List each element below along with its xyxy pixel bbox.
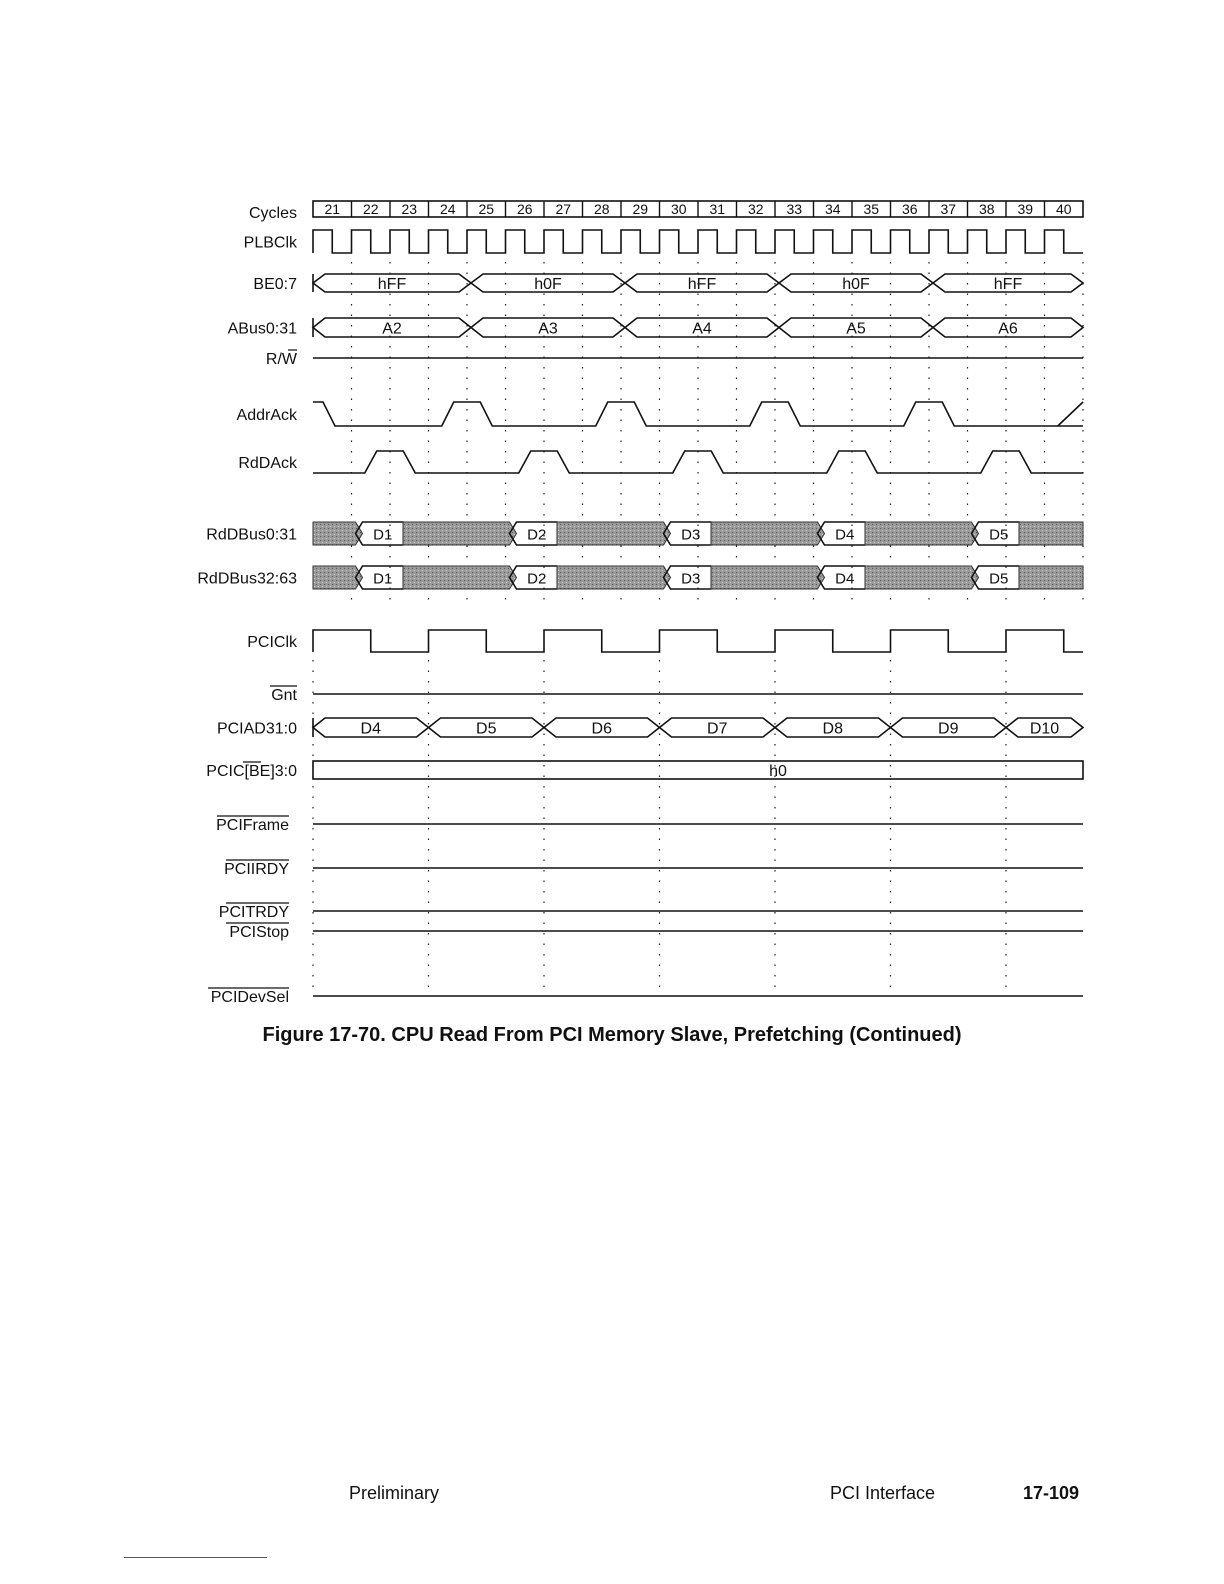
bus-value-pciad: D10 (1029, 720, 1060, 738)
cycle-number: 26 (516, 201, 533, 217)
bus-value-abus: A2 (382, 320, 402, 338)
signal-label-rddack: RdDAck (238, 455, 297, 472)
bus-value-rddbus0: D1 (373, 526, 393, 544)
bus-value-rddbus32: D5 (989, 570, 1009, 588)
signal-label-pciirdy: PCIIRDY (224, 861, 289, 878)
bus-value-rddbus0: D4 (835, 526, 855, 544)
bus-value-abus: A5 (846, 320, 866, 338)
signal-label-rddbus0: RdDBus0:31 (206, 526, 297, 544)
bus-value-rddbus0: D5 (989, 526, 1009, 544)
signal-label-pcistop: PCIStop (229, 924, 289, 941)
cycle-number: 37 (940, 201, 957, 217)
bus-value-rddbus32: D4 (835, 570, 855, 588)
bus-value-pciad: D9 (938, 720, 959, 738)
cycle-number: 22 (362, 201, 379, 217)
shaded-rddbus0 (865, 522, 979, 545)
signal-label-pciframe: PCIFrame (216, 817, 289, 834)
footer-section: PCI Interface (830, 1483, 936, 1503)
shaded-rddbus32 (403, 566, 517, 589)
wave-plbclk (313, 230, 1083, 253)
shaded-rddbus0 (403, 522, 517, 545)
bus-value-pciad: D7 (707, 720, 728, 738)
bus-value-be: hFF (993, 276, 1023, 293)
shaded-rddbus0 (711, 522, 825, 545)
cycles-label: Cycles (248, 205, 297, 222)
cycle-gridlines (313, 262, 1083, 990)
footnote-rule (124, 1557, 267, 1558)
bus-value-pcic: h0 (769, 763, 787, 780)
shaded-rddbus32 (1019, 566, 1083, 589)
shaded-rddbus0 (557, 522, 671, 545)
bus-value-abus: A3 (538, 320, 558, 338)
cycles-row (249, 201, 1083, 222)
cycle-number: 40 (1055, 201, 1072, 217)
bus-value-abus: A6 (998, 320, 1018, 338)
shaded-rddbus32 (865, 566, 979, 589)
cycle-number: 24 (439, 201, 456, 217)
bus-value-rddbus32: D1 (373, 570, 393, 588)
bus-value-rddbus0: D3 (681, 526, 701, 544)
bus-value-pciad: D6 (591, 720, 612, 738)
cycle-number: 25 (478, 201, 495, 217)
wave-addrack (313, 402, 1083, 426)
cycle-number: 31 (709, 201, 726, 217)
signal-labels (197, 235, 298, 1007)
signal-label-pciclk: PCIClk (247, 634, 297, 651)
bus-value-pciad: D5 (476, 720, 497, 738)
signal-label-pcic: PCIC[BE]3:0 (206, 763, 297, 780)
shaded-rddbus32 (557, 566, 671, 589)
cycle-number: 21 (324, 201, 341, 217)
wave-addrack-rise (1058, 402, 1083, 426)
bus-value-be: h0F (842, 276, 870, 293)
bus-value-rddbus0: D2 (527, 526, 547, 544)
shaded-rddbus0 (1019, 522, 1083, 545)
signal-label-pcitrdy: PCITRDY (218, 904, 289, 921)
bus-value-be: h0F (534, 276, 562, 293)
figure-caption: Figure 17-70. CPU Read From PCI Memory Slave, Prefetching (Continued) (262, 1024, 962, 1046)
footer-page-number: 17-109 (1023, 1483, 1080, 1503)
bus-value-pciad: D4 (360, 720, 381, 738)
signal-label-addrack: AddrAck (236, 407, 297, 424)
signal-label-be: BE0:7 (253, 276, 297, 293)
bus-value-be: hFF (377, 276, 407, 293)
bus-value-rddbus32: D2 (527, 570, 547, 588)
cycle-number: 32 (747, 201, 764, 217)
signal-label-gnt: Gnt (271, 687, 297, 704)
cycle-number: 23 (401, 201, 418, 217)
cycle-number: 34 (824, 201, 841, 217)
bus-value-abus: A4 (692, 320, 712, 338)
bus-value-rddbus32: D3 (681, 570, 701, 588)
cycle-number: 39 (1017, 201, 1034, 217)
bus-value-pciad: D8 (822, 720, 843, 738)
signal-label-pciad: PCIAD31:0 (216, 720, 297, 738)
cycle-number: 28 (593, 201, 610, 217)
shaded-rddbus32 (711, 566, 825, 589)
cycle-number: 33 (786, 201, 803, 217)
bus-value-be: hFF (687, 276, 717, 293)
signal-label-rddbus32: RdDBus32:63 (197, 570, 297, 588)
cycle-number: 29 (632, 201, 649, 217)
cycle-number: 38 (978, 201, 995, 217)
cycle-number: 30 (670, 201, 687, 217)
signal-label-plbclk: PLBClk (243, 234, 297, 252)
cycle-number: 27 (555, 201, 572, 217)
cycle-number: 36 (901, 201, 918, 217)
signal-label-rw: R/W (265, 351, 297, 368)
cycle-number: 35 (863, 201, 880, 217)
wave-pciclk (313, 630, 1083, 652)
signal-label-pcidevsel: PCIDevSel (210, 989, 289, 1006)
footer-status: Preliminary (349, 1483, 440, 1503)
signal-label-abus: ABus0:31 (227, 320, 297, 338)
